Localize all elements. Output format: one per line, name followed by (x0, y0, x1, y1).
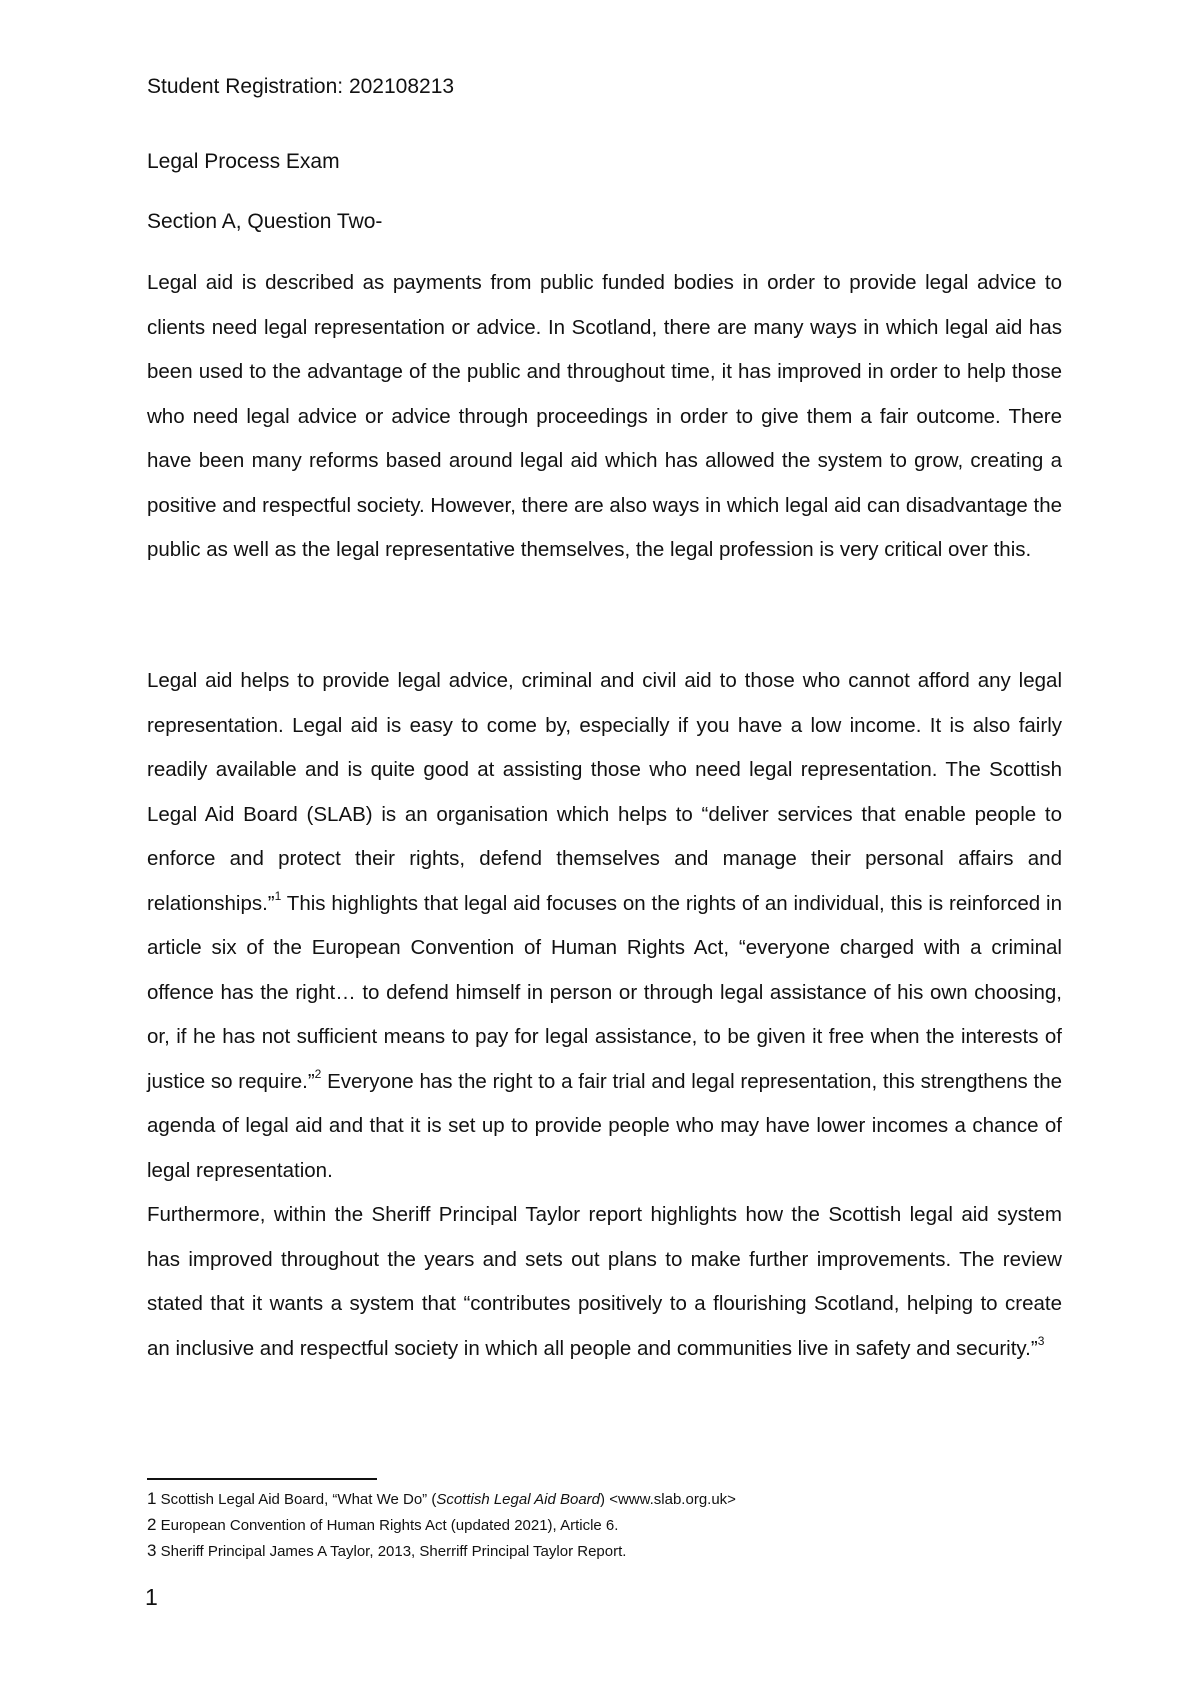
footnote-3-text: Sheriff Principal James A Taylor, 2013, Sherriff Principal Taylor Report. (156, 1543, 627, 1560)
footnote-2-text: European Convention of Human Rights Act (updated 2021), Article 6. (156, 1517, 619, 1534)
exam-title: Legal Process Exam (147, 150, 340, 173)
footnote-2-number: 2 (147, 1515, 157, 1534)
paragraph-2-part-c: Everyone has the right to a fair trial and legal representation, this strengthens the agenda of legal aid and that it is set up to provide people who may have lower incomes a chance of legal representation. (147, 1069, 1062, 1182)
footnote-ref-1: 1 (274, 888, 282, 903)
footnote-ref-2: 2 (314, 1066, 322, 1081)
paragraph-2-part-a: Legal aid helps to provide legal advice, criminal and civil aid to those who cannot afford any legal representation. Legal aid is easy to come by, especially if you have a low income. It is also fairly readily available and is quite good at assisting those who need legal representation. The Scottish Legal Aid Board (SLAB) is an organisation which helps to “deliver services that enable people to enforce and protect their rights, defend themselves and manage their personal affairs and relationships.” (147, 669, 1062, 915)
footnote-2 (147, 1512, 1047, 1538)
student-registration: Student Registration: 202108213 (147, 75, 455, 98)
footnote-1 (147, 1486, 1047, 1512)
footnote-1-text-before: Scottish Legal Aid Board, “What We Do” ( (156, 1491, 437, 1508)
paragraph-2-part-b: This highlights that legal aid focuses on the rights of an individual, this is reinforced in article six of the European Convention of Human Rights Act, “everyone charged with a criminal offence has the right… to defend himself in person or through legal assistance of his own choosing, or, if he has not sufficient means to pay for legal assistance, to be given it free when the interests of justice so require.” (147, 891, 1062, 1093)
footnote-separator (147, 1478, 377, 1480)
section-heading: Section A, Question Two- (147, 210, 383, 233)
paragraph-3 (147, 1193, 1062, 1371)
paragraph-body (147, 659, 1062, 1371)
footnote-3 (147, 1538, 1047, 1564)
footnote-3-number: 3 (147, 1541, 157, 1560)
footnote-1-text-after: ) <www.slab.org.uk> (600, 1491, 736, 1508)
footnote-1-italic: Scottish Legal Aid Board (436, 1491, 601, 1508)
paragraph-2 (147, 659, 1062, 1193)
paragraph-1-text: Legal aid is described as payments from public funded bodies in order to provide legal advice to clients need legal representation or advice. In Scotland, there are many ways in which legal aid has been used to the advantage of the public and throughout time, it has improved in order to help those who need legal advice or advice through proceedings in order to give them a fair outcome. There have been many reforms based around legal aid which has allowed the system to grow, creating a positive and respectful society. However, there are also ways in which legal aid can disadvantage the public as well as the legal representative themselves, the legal profession is very critical over this. (147, 271, 1062, 561)
footnote-1-number: 1 (147, 1489, 157, 1508)
footnote-ref-3: 3 (1037, 1333, 1045, 1348)
footnotes (147, 1486, 1047, 1564)
page-number: 1 (145, 1584, 158, 1610)
paragraph-introduction (147, 261, 1062, 573)
paragraph-3-text: Furthermore, within the Sheriff Principal Taylor report highlights how the Scottish legal aid system has improved throughout the years and sets out plans to make further improvements. The review stated that it wants a system that “contributes positively to a flourishing Scotland, helping to create an inclusive and respectful society in which all people and communities live in safety and security.” (147, 1203, 1062, 1360)
